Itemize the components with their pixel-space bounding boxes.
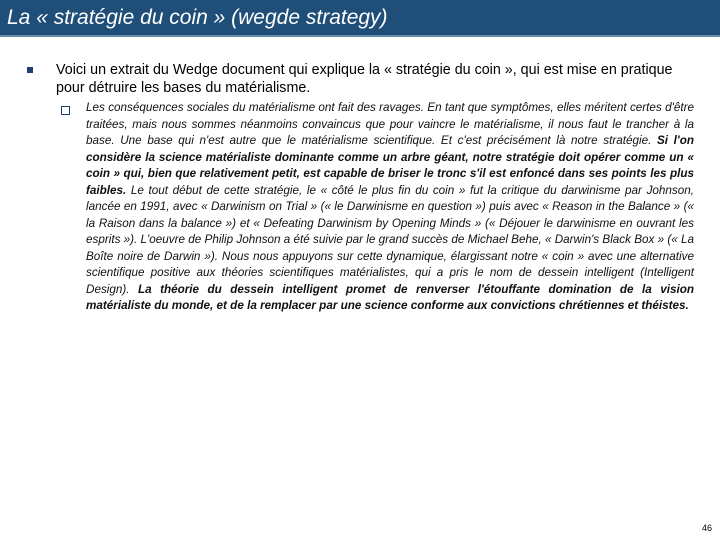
page-number: 46	[701, 523, 712, 533]
quote-bold-2: La théorie du dessein intelligent promet de renverser l'étouffante domination de la vision matérialiste du monde, et de la remplacer par une science conforme aux convictions chrétiennes et théistes.	[86, 282, 694, 312]
hollow-square-bullet-icon	[61, 106, 70, 115]
wedge-quote	[86, 100, 694, 315]
quote-text-1: Les conséquences sociales du matérialisme ont fait des ravages. En tant que symptômes, elles méritent certes d'être traitées, mais nous sommes néanmoins convaincus que pour vaincre le matérialisme, il nous faut le trancher à la base. Une base qui n'est autre que le matérialisme scientifique. Et c'est précisément là notre stratégie.	[86, 101, 694, 147]
quote-text-2: Le tout début de cette stratégie, le « côté le plus fin du coin » fut la critique du darwinisme par Johnson, lancée en 1991, avec « Darwinism on Trial » (« le Darwinisme en question ») puis avec « Reason in the Balance » (« la Raison dans la balance ») et « Defeating Darwinism by Opening Minds » (« Déjouer le darwinisme en ouvrant les esprits »). L'oeuvre de Philip Johnson a été suivie par le grand succès de Michael Behe, « Darwin's Black Box » (« La Boîte noire de Darwin »). Nous nous appuyons sur cette dynamique, élargissant notre « coin » avec une alternative scientifique positive aux théories scientifiques matérialistes, qui a pris le nom de dessein intelligent (Intelligent Design).	[86, 183, 694, 296]
title-bar	[0, 0, 720, 37]
slide-title: La « stratégie du coin » (wegde strategy)	[7, 6, 388, 29]
quote-bold-1: Si l'on considère la science matérialiste dominante comme un arbre géant, notre stratégie doit opérer comme un « coin » qui, bien que relativement petit, est capable de briser le tronc s'il est enfoncé dans ses points les plus faibles.	[86, 134, 694, 197]
square-bullet-icon	[27, 67, 33, 73]
intro-paragraph: Voici un extrait du Wedge document qui explique la « stratégie du coin », qui est mise en pratique pour détruire les bases du matérialisme.	[56, 62, 673, 96]
